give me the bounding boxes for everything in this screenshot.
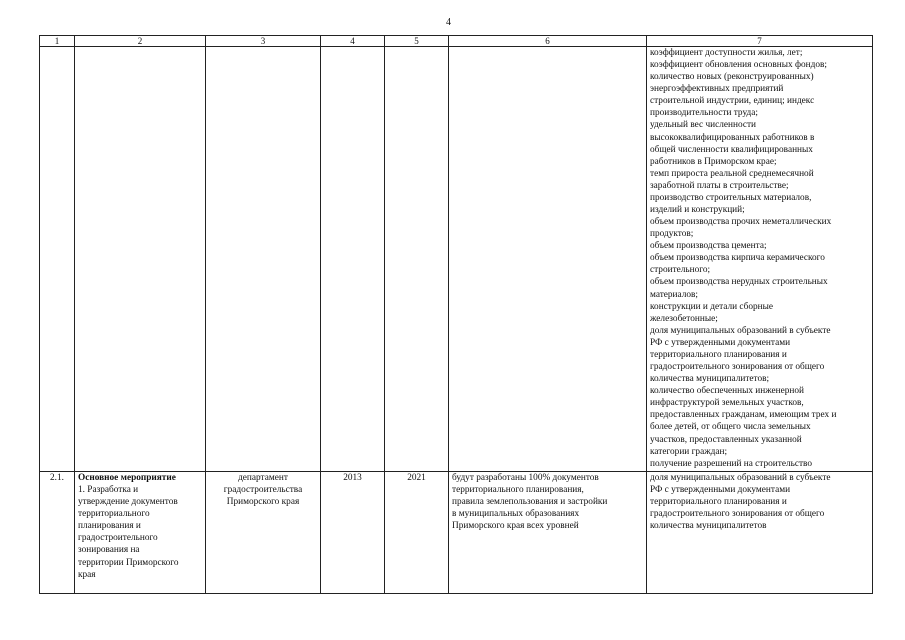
empty-cell [75, 47, 206, 472]
row-number: 2.1. [40, 472, 75, 594]
header-cell: 6 [449, 36, 647, 47]
header-cell: 5 [385, 36, 449, 47]
empty-cell [40, 47, 75, 472]
table-row [40, 472, 873, 594]
header-cell: 3 [206, 36, 321, 47]
activity-description: 1. Разработка и утверждение документов территориального планирования и градостроительного зонирования на территории Приморского края [78, 485, 179, 580]
activity-cell [75, 472, 206, 594]
header-cell: 7 [647, 36, 873, 47]
indicator-cell: доля муниципальных образований в субъекте РФ с утвержденными документами территориального планирования и градостроительного зонирования от общего количества муниципалитетов [647, 472, 873, 594]
activity-title: Основное мероприятие [78, 473, 176, 483]
header-cell: 4 [321, 36, 385, 47]
result-cell: будут разработаны 100% документов территориального планирования, правила землепользования и застройки в муниципальных образованиях Приморского края всех уровней [449, 472, 647, 594]
indicators-cell: коэффициент доступности жилья, лет; коэффициент обновления основных фондов; количество новых (реконструированных) энергоэффективных предприятий строительной индустрии, единиц; индекс производительности труда; удельный вес численности высококвалифицированных работников в общей численности квалифицированных работников в Приморском крае; темп прироста реальной среднемесячной заработной платы в строительстве; производство строительных материалов, изделий и конструкций; объем производства прочих неметаллических продуктов; объем производства цемента; объем производства кирпича керамического строительного; объем производства нерудных строительных материалов; конструкции и детали сборные железобетонные; доля муниципальных образований в субъекте РФ с утвержденными документами территориального планирования и градостроительного зонирования от общего количества муниципалитетов; количество обеспеченных инженерной инфраструктурой земельных участков, предоставленных гражданам, имеющим трех и более детей, от общего числа земельных участков, предоставленных указанной категории граждан; получение разрешений на строительство [647, 47, 873, 472]
start-year-cell: 2013 [321, 472, 385, 594]
empty-cell [206, 47, 321, 472]
empty-cell [449, 47, 647, 472]
program-table [39, 35, 873, 594]
header-row [40, 36, 873, 47]
empty-cell [385, 47, 449, 472]
end-year-cell: 2021 [385, 472, 449, 594]
table-row [40, 47, 873, 472]
page-number: 4 [446, 17, 451, 28]
header-cell: 2 [75, 36, 206, 47]
header-cell: 1 [40, 36, 75, 47]
executor-cell: департамент градостроительства Приморского края [206, 472, 321, 594]
empty-cell [321, 47, 385, 472]
